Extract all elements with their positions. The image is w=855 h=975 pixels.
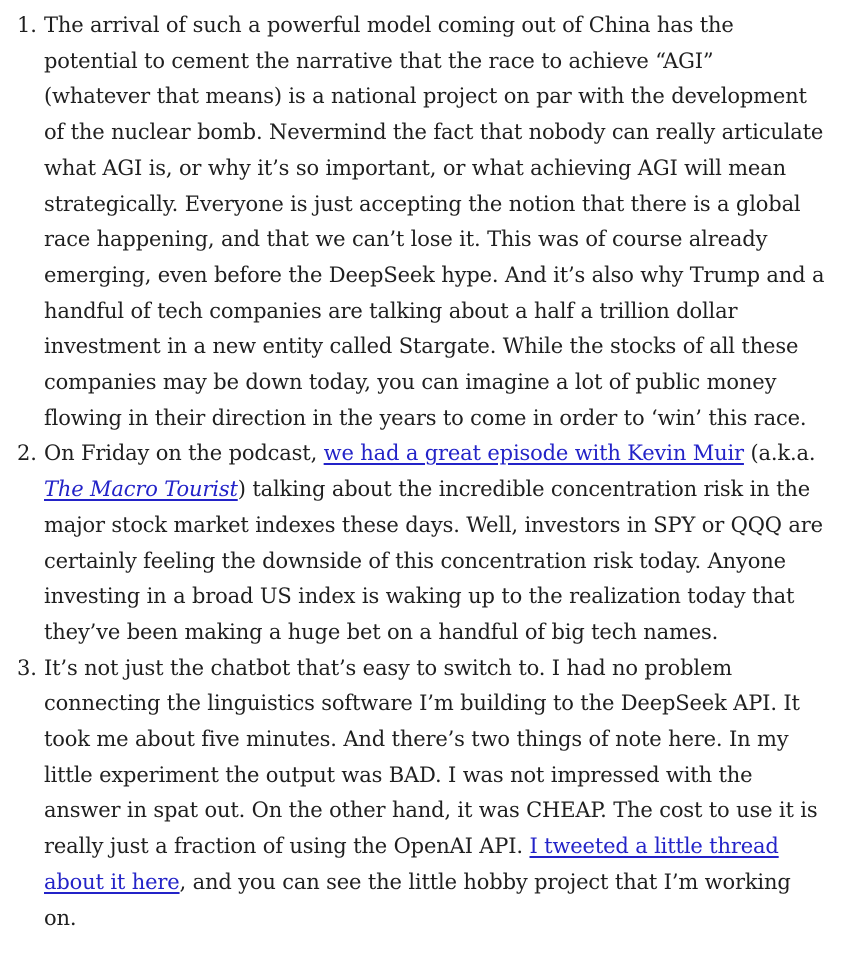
kevin-muir-episode-link[interactable]: we had a great episode with Kevin Muir — [323, 441, 744, 466]
list-number: 3. — [17, 655, 37, 680]
list-number: 2. — [17, 441, 37, 466]
macro-tourist-link-text: The Macro Tourist — [44, 477, 238, 502]
item-text-after: , and you can see the little hobby project that I’m working on. — [44, 869, 791, 930]
item-text-before: It’s not just the chatbot that’s easy to switch to. I had no problem connecting the linguistics software I’m building to the DeepSeek API. It took me about five minutes. And there’s two things of note here. In my little experiment the output was BAD. I was not impressed with the answer in spat out. On the other hand, it was CHEAP. The cost to use it is really just a fraction of using the OpenAI API. — [44, 655, 818, 859]
item-text-before: On Friday on the podcast, — [44, 441, 324, 466]
item-text-middle: (a.k.a. — [743, 441, 816, 466]
list-number: 1. — [17, 13, 37, 37]
item-text: The arrival of such a powerful model coming out of China has the potential to cement the narrative that the race to achieve “AGI” (whatever that means) is a national project on par with the development of the nuclear bomb. Nevermind the fact that nobody can really articulate what AGI is, or why it’s so important, or what achieving AGI will mean strategically. Everyone is just accepting the notion that there is a global race happening, and that we can’t lose it. This was of course already emerging, even before the DeepSeek hype. And it’s also why Trump and a handful of tech companies are talking about a half a trillion dollar investment in a new entity called Stargate. While the stocks of all these companies may be down today, you can imagine a lot of public money flowing in their direction in the years to come in order to ‘win’ this race. — [44, 13, 825, 430]
macro-tourist-link[interactable] — [44, 477, 238, 501]
tweet-thread-link[interactable]: I tweeted a little thread about it here — [44, 834, 779, 894]
list-item — [17, 436, 825, 650]
item-text-after: ) talking about the incredible concentration risk in the major stock market indexes these days. Well, investors in SPY or QQQ are certainly feeling the downside of this concentration risk today. Anyone investing in a broad US index is waking up to the realization today that they’ve been making a huge bet on a handful of big tech names. — [44, 477, 823, 644]
list-item — [17, 651, 825, 937]
list-item — [17, 8, 825, 436]
numbered-list — [0, 8, 825, 936]
